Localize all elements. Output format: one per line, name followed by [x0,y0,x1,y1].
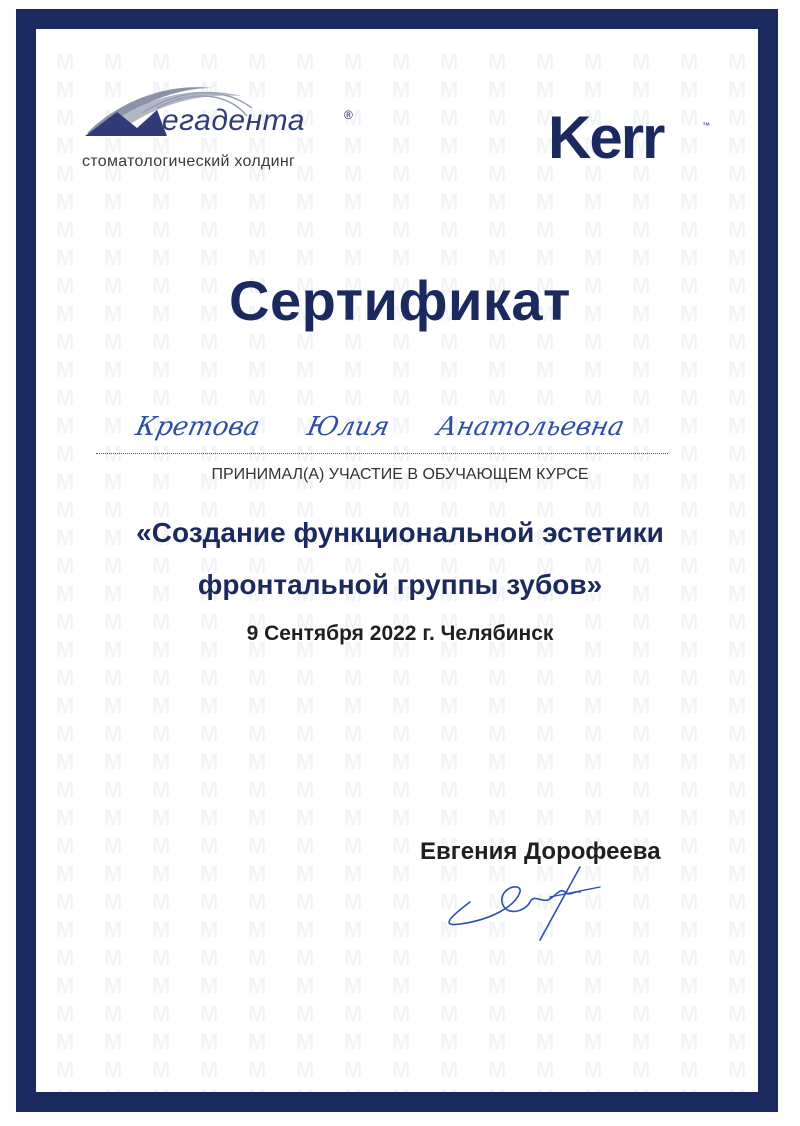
kerr-logo: Kerr [548,104,664,171]
event-date-location: 9 Сентября 2022 г. Челябинск [246,622,554,645]
course-title: «Создание функциональной эстетики фронтальной группы зубов» [136,517,664,600]
signer-name: Евгения Дорофеева [420,838,661,865]
recipient-underline [96,453,668,454]
signature-icon [430,862,630,942]
participation-text: ПРИНИМАЛ(А) УЧАСТИЕ В ОБУЧАЮЩЕМ КУРСЕ [211,466,589,483]
recipient-name: Кретова Юлия Анатольевна [132,412,628,442]
registered-mark: ® [344,108,353,122]
certificate-title: Сертификат [229,269,571,332]
megadenta-logo-name: егадента [162,104,305,137]
trademark-mark: ™ [702,121,710,130]
megadenta-tagline: стоматологический холдинг [82,153,296,170]
